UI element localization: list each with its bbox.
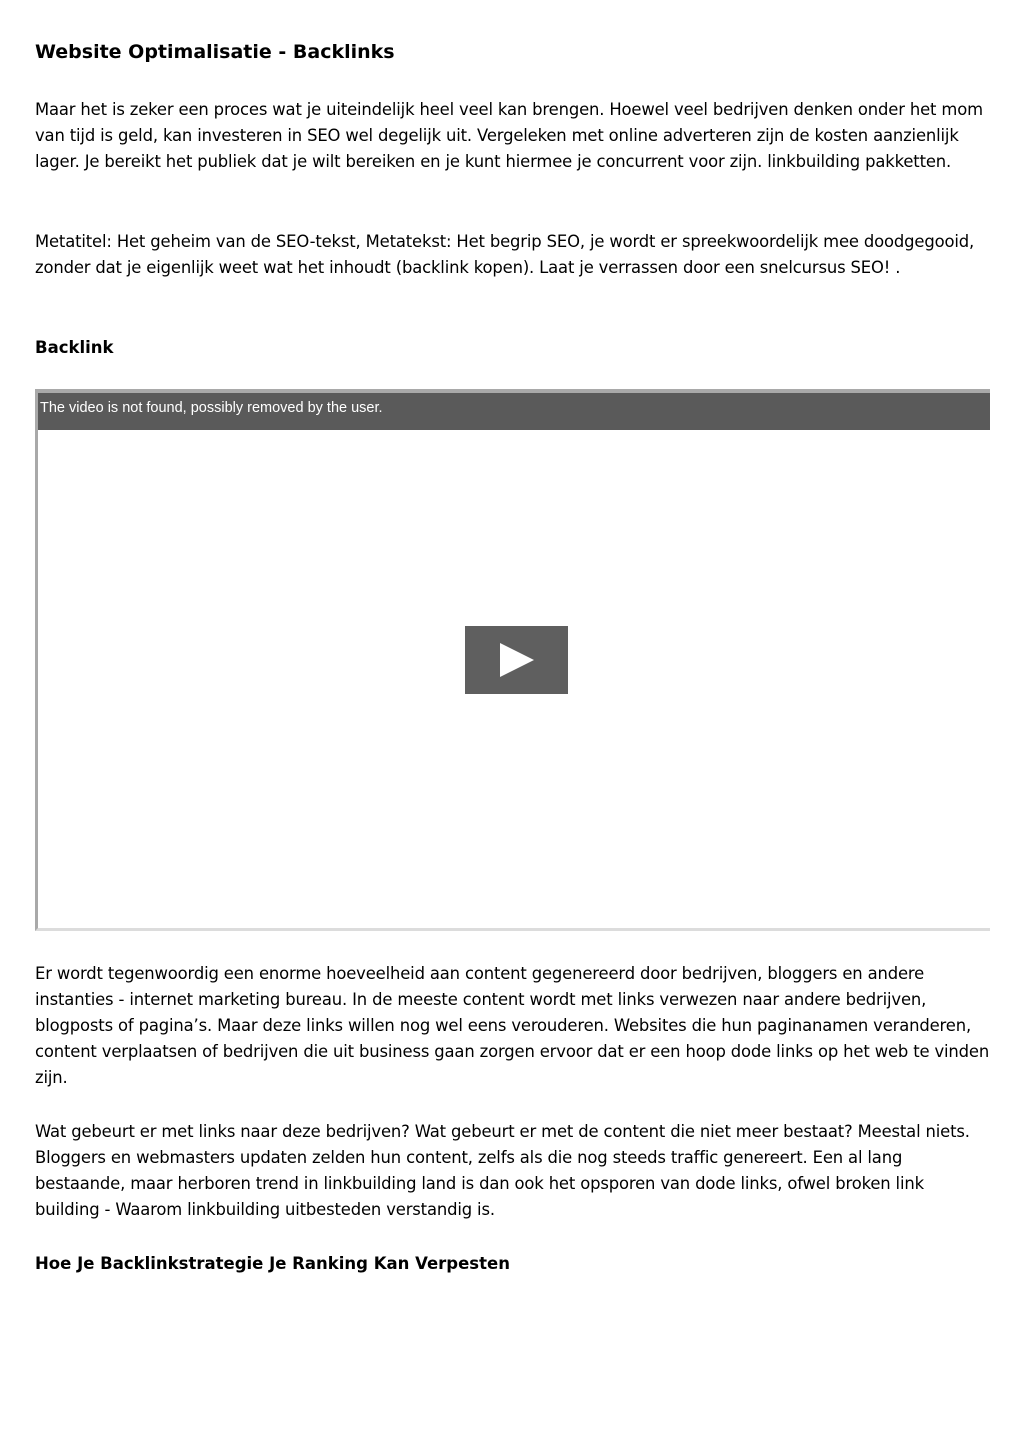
play-icon — [500, 643, 534, 677]
video-message-bar — [38, 393, 990, 430]
paragraph-intro: Maar het is zeker een proces wat je uiteindelijk heel veel kan brengen. Hoewel veel bedrijven denken onder het mom van tijd is geld, kan investeren in SEO wel degelijk uit. Vergeleken met online adverteren zijn de kosten aanzienlijk lager. Je bereikt het publiek dat je wilt bereiken en je kunt hiermee je concurrent voor zijn. linkbuilding pakketten. — [35, 100, 983, 171]
paragraph-content-links: Er wordt tegenwoordig een enorme hoeveelheid aan content gegenereerd door bedrijven, bloggers en andere instanties - internet marketing bureau. In de meeste content wordt met links verwezen naar andere bedrijven, blogposts of pagina’s. Maar deze links willen nog wel eens verouderen. Websites die hun paginanamen veranderen, content verplaatsen of bedrijven die uit business gaan zorgen ervoor dat er een hoop dode links op het web te vinden zijn. — [35, 964, 990, 1087]
video-player[interactable] — [35, 389, 990, 931]
paragraph-metatitel: Metatitel: Het geheim van de SEO-tekst, Metatekst: Het begrip SEO, je wordt er spreekwoordelijk mee doodgegooid, zonder dat je eigenlijk weet wat het inhoudt (backlink kopen). Laat je verrassen door een snelcursus SEO! . — [35, 232, 975, 277]
paragraph-dead-links: Wat gebeurt er met links naar deze bedrijven? Wat gebeurt er met de content die niet meer bestaat? Meestal niets. Bloggers en webmasters updaten zelden hun content, zelfs als die nog steeds traffic genereert. Een al lang bestaande, maar herboren trend in linkbuilding land is dan ook het opsporen van dode links, ofwel broken link building - Waarom linkbuilding uitbesteden verstandig is. — [35, 1122, 970, 1219]
section-heading-backlink: Backlink — [35, 338, 114, 357]
play-button[interactable] — [465, 626, 568, 694]
section-heading-strategy: Hoe Je Backlinkstrategie Je Ranking Kan Verpesten — [35, 1254, 510, 1273]
video-error-message: The video is not found, possibly removed by the user. — [40, 400, 383, 416]
page-title: Website Optimalisatie - Backlinks — [35, 41, 395, 63]
